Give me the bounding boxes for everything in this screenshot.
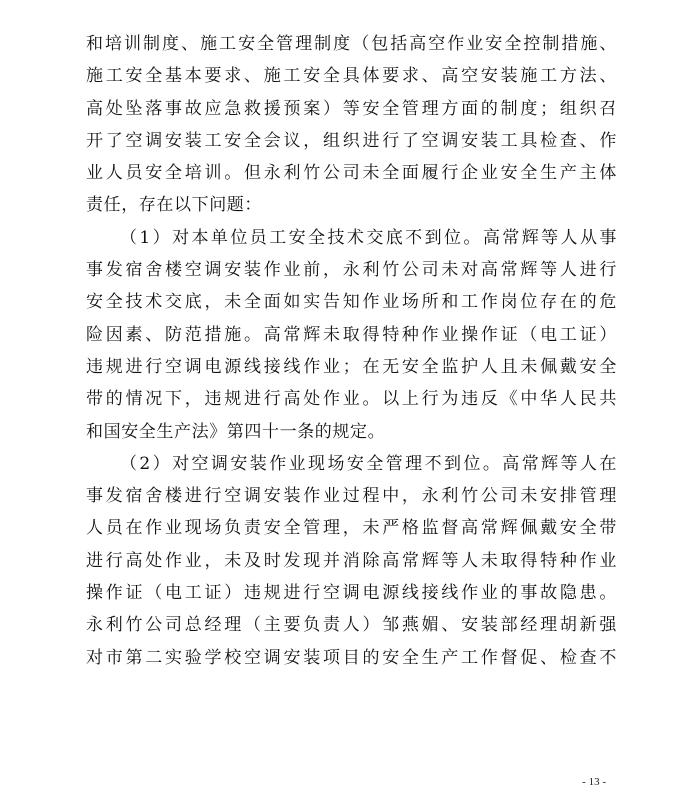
text-line: 事发宿舍楼空调安装作业前，永利竹公司未对高常辉等人进行 xyxy=(86,260,617,281)
text-line: 险因素、防范措施。高常辉未取得特种作业操作证（电工证） xyxy=(86,324,617,345)
text-line: 进行高处作业，未及时发现并消除高常辉等人未取得特种作业 xyxy=(86,550,617,571)
text-line: 开了空调安装工安全会议，组织进行了空调安装工具检查、作 xyxy=(86,130,617,151)
paragraph-start-line: （2）对空调安装作业现场安全管理不到位。高常辉等人在 xyxy=(120,453,617,474)
text-line: 事发宿舍楼进行空调安装作业过程中，永利竹公司未安排管理 xyxy=(86,486,617,507)
text-line: 和培训制度、施工安全管理制度（包括高空作业安全控制措施、 xyxy=(86,34,617,54)
text-line: 人员在作业现场负责安全管理，未严格监督高常辉佩戴安全带 xyxy=(86,518,617,539)
page-number: - 13 - xyxy=(582,776,606,788)
text-line: 和国安全生产法》第四十一条的规定。 xyxy=(86,421,386,442)
text-line: 带的情况下，违规进行高处作业。以上行为违反《中华人民共 xyxy=(86,389,617,410)
text-line: 安全技术交底，未全面如实告知作业场所和工作岗位存在的危 xyxy=(86,292,617,313)
text-line: 对市第二实验学校空调安装项目的安全生产工作督促、检查不 xyxy=(86,647,617,668)
text-line: 业人员安全培训。但永利竹公司未全面履行企业安全生产主体 xyxy=(86,163,617,184)
text-line: 施工安全基本要求、施工安全具体要求、高空安装施工方法、 xyxy=(86,66,617,87)
text-line: 操作证（电工证）违规进行空调电源线接线作业的事故隐患。 xyxy=(86,583,617,604)
text-line: 永利竹公司总经理（主要负责人）邹燕媚、安装部经理胡新强 xyxy=(86,615,617,636)
text-line: 高处坠落事故应急救援预案）等安全管理方面的制度；组织召 xyxy=(86,98,617,119)
body-text xyxy=(86,28,617,674)
paragraph-start-line: （1）对本单位员工安全技术交底不到位。高常辉等人从事 xyxy=(120,227,617,248)
text-line: 责任，存在以下问题： xyxy=(86,195,262,216)
text-line: 违规进行空调电源线接线作业；在无安全监护人且未佩戴安全 xyxy=(86,356,617,377)
